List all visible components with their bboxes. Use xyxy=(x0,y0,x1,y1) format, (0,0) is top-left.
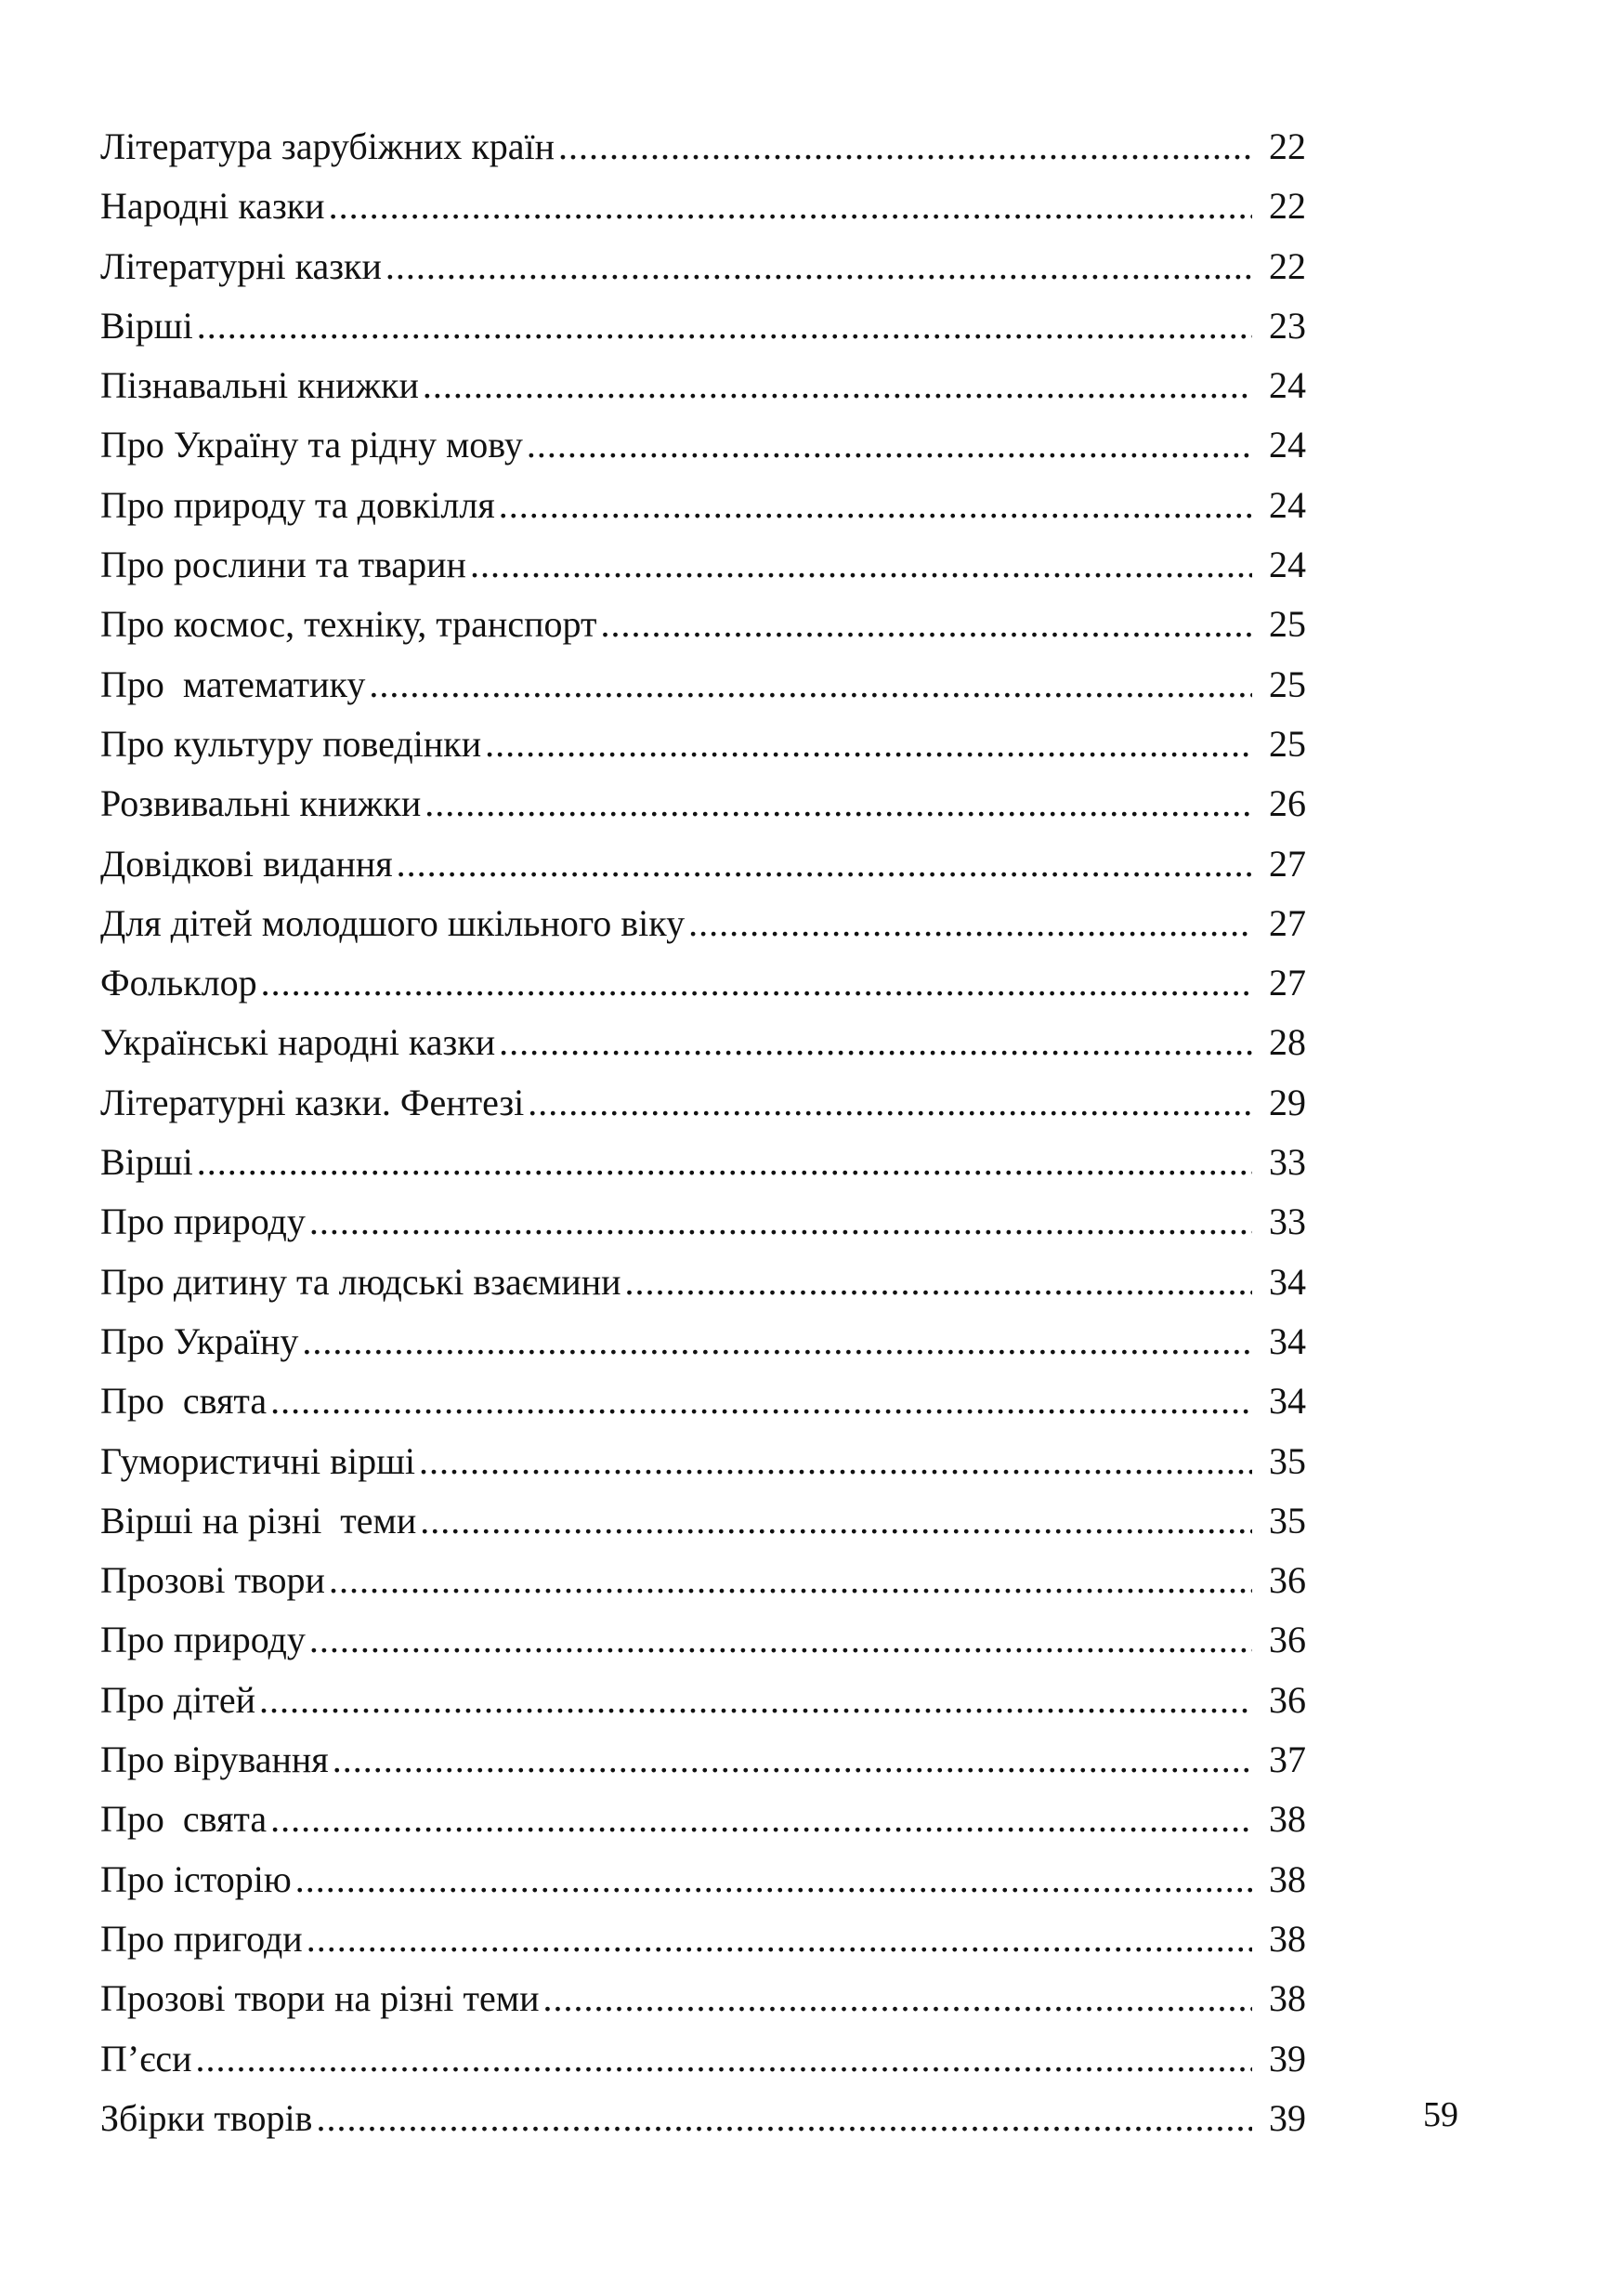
toc-entry xyxy=(100,2029,1306,2089)
toc-entry-page: 38 xyxy=(1269,1857,1306,1900)
dot-leader xyxy=(558,117,1252,177)
toc-entry-page: 24 xyxy=(1269,544,1306,586)
toc-entry-page: 25 xyxy=(1269,722,1306,765)
page-number: 59 xyxy=(1423,2095,1458,2134)
dot-leader xyxy=(423,356,1252,415)
toc-entry-title: Фольклор xyxy=(100,962,257,1004)
toc-entry-page: 36 xyxy=(1269,1619,1306,1661)
dot-leader xyxy=(688,894,1252,953)
dot-leader xyxy=(302,1312,1252,1371)
toc-entry-title: Вірші xyxy=(100,1141,193,1184)
toc-entry-title: Літературні казки. Фентезі xyxy=(100,1081,525,1123)
toc-entry-title: Про пригоди xyxy=(100,1917,303,1960)
toc-entry-title: Про математику xyxy=(100,663,366,705)
toc-entry-page: 39 xyxy=(1269,2037,1306,2080)
toc-entry-title: Літературні казки xyxy=(100,244,382,287)
toc-entry xyxy=(100,296,1306,356)
toc-entry-title: Збірки творів xyxy=(100,2096,313,2139)
dot-leader xyxy=(197,296,1252,356)
toc-entry-page: 36 xyxy=(1269,1678,1306,1721)
toc-entry-title: Вірші на різні теми xyxy=(100,1499,417,1542)
toc-entry xyxy=(100,953,1306,1013)
toc-entry-page: 29 xyxy=(1269,1081,1306,1123)
toc-entry xyxy=(100,1730,1306,1790)
toc-entry-page: 22 xyxy=(1269,185,1306,228)
dot-leader xyxy=(419,1432,1252,1491)
toc-entry-page: 39 xyxy=(1269,2096,1306,2139)
dot-leader xyxy=(528,1073,1252,1133)
toc-entry-page: 37 xyxy=(1269,1738,1306,1781)
toc-entry xyxy=(100,1013,1306,1072)
toc-entry-page: 22 xyxy=(1269,125,1306,167)
toc-entry xyxy=(100,1790,1306,1849)
toc-entry-title: Для дітей молодшого шкільного віку xyxy=(100,901,686,944)
toc-entry xyxy=(100,1073,1306,1133)
toc-entry xyxy=(100,715,1306,774)
toc-entry-title: Гумористичні вірші xyxy=(100,1439,415,1482)
dot-leader xyxy=(329,177,1252,236)
toc-entry xyxy=(100,117,1306,177)
toc-entry-page: 27 xyxy=(1269,901,1306,944)
toc-entry xyxy=(100,834,1306,894)
toc-entry xyxy=(100,1671,1306,1730)
toc-entry-title: Про культуру поведінки xyxy=(100,722,482,765)
toc-entry xyxy=(100,1312,1306,1371)
toc-entry-page: 38 xyxy=(1269,1917,1306,1960)
toc-entry-page: 24 xyxy=(1269,483,1306,526)
toc-entry-page: 23 xyxy=(1269,304,1306,347)
toc-entry-title: Про космос, техніку, транспорт xyxy=(100,603,597,646)
dot-leader xyxy=(309,1610,1252,1670)
toc-entry-title: Про Україну xyxy=(100,1319,299,1362)
toc-entry-title: Розвивальні книжки xyxy=(100,782,422,825)
dot-leader xyxy=(369,655,1252,715)
dot-leader xyxy=(420,1491,1252,1551)
toc-entry xyxy=(100,177,1306,236)
toc-entry xyxy=(100,1133,1306,1192)
dot-leader xyxy=(261,953,1252,1013)
toc-entry-page: 28 xyxy=(1269,1021,1306,1064)
toc-entry xyxy=(100,894,1306,953)
dot-leader xyxy=(196,2029,1252,2089)
dot-leader xyxy=(307,1909,1252,1969)
toc-entry xyxy=(100,595,1306,654)
dot-leader xyxy=(425,774,1252,833)
toc-entry-title: Прозові твори на різні теми xyxy=(100,1977,540,2020)
toc-entry-page: 38 xyxy=(1269,1798,1306,1841)
toc-entry-title: Про історію xyxy=(100,1857,292,1900)
toc-entry-title: Про рослини та тварин xyxy=(100,544,466,586)
toc-entry-page: 27 xyxy=(1269,962,1306,1004)
toc-entry-page: 33 xyxy=(1269,1200,1306,1243)
toc-entry-title: П’єси xyxy=(100,2037,192,2080)
toc-entry xyxy=(100,237,1306,296)
dot-leader xyxy=(527,415,1252,475)
toc-entry-title: Прозові твори xyxy=(100,1559,325,1602)
dot-leader xyxy=(270,1790,1252,1849)
toc-entry xyxy=(100,1491,1306,1551)
toc-entry xyxy=(100,535,1306,595)
dot-leader xyxy=(600,595,1252,654)
toc-entry-page: 24 xyxy=(1269,424,1306,466)
toc-entry xyxy=(100,476,1306,535)
toc-entry-page: 24 xyxy=(1269,364,1306,407)
dot-leader xyxy=(499,1013,1252,1072)
toc-entry-page: 34 xyxy=(1269,1319,1306,1362)
dot-leader xyxy=(259,1671,1252,1730)
toc-entry-page: 33 xyxy=(1269,1141,1306,1184)
dot-leader xyxy=(485,715,1252,774)
toc-entry-title: Пізнавальні книжки xyxy=(100,364,419,407)
toc-entry-page: 25 xyxy=(1269,603,1306,646)
toc-entry xyxy=(100,1192,1306,1252)
dot-leader xyxy=(397,834,1252,894)
toc-entry-page: 26 xyxy=(1269,782,1306,825)
dot-leader xyxy=(625,1253,1252,1312)
toc-entry xyxy=(100,356,1306,415)
dot-leader xyxy=(316,2089,1252,2148)
toc-entry-page: 25 xyxy=(1269,663,1306,705)
toc-entry xyxy=(100,1909,1306,1969)
dot-leader xyxy=(470,535,1252,595)
toc-entry xyxy=(100,655,1306,715)
toc-entry-title: Про природу xyxy=(100,1619,306,1661)
toc-entry-title: Про свята xyxy=(100,1380,268,1423)
toc-entry-title: Про Україну та рідну мову xyxy=(100,424,523,466)
toc-entry-title: Народні казки xyxy=(100,185,325,228)
toc-entry-title: Про природу та довкілля xyxy=(100,483,495,526)
toc-entry-title: Про вірування xyxy=(100,1738,329,1781)
dot-leader xyxy=(499,476,1252,535)
dot-leader xyxy=(197,1133,1252,1192)
toc-entry xyxy=(100,1551,1306,1610)
dot-leader xyxy=(385,237,1252,296)
toc-entry xyxy=(100,1253,1306,1312)
toc-entry-title: Література зарубіжних країн xyxy=(100,125,555,167)
toc-entry-page: 35 xyxy=(1269,1439,1306,1482)
toc-entry-page: 36 xyxy=(1269,1559,1306,1602)
toc-entry-page: 22 xyxy=(1269,244,1306,287)
dot-leader xyxy=(333,1730,1252,1790)
toc-entry-page: 35 xyxy=(1269,1499,1306,1542)
toc-entry xyxy=(100,1969,1306,2028)
toc-entry xyxy=(100,1371,1306,1431)
toc-entry xyxy=(100,1432,1306,1491)
dot-leader xyxy=(295,1850,1252,1909)
toc-entry-title: Про дітей xyxy=(100,1678,255,1721)
toc-entry-page: 34 xyxy=(1269,1380,1306,1423)
dot-leader xyxy=(309,1192,1252,1252)
toc-entry-title: Українські народні казки xyxy=(100,1021,496,1064)
toc-entry xyxy=(100,2089,1306,2148)
toc-entry xyxy=(100,415,1306,475)
toc-entry-title: Про природу xyxy=(100,1200,306,1243)
toc-entry-title: Вірші xyxy=(100,304,193,347)
toc-entry-page: 27 xyxy=(1269,842,1306,885)
toc-entry xyxy=(100,1610,1306,1670)
toc-entry xyxy=(100,1850,1306,1909)
toc-entry-title: Довідкові видання xyxy=(100,842,393,885)
table-of-contents xyxy=(100,117,1306,2148)
toc-entry-title: Про дитину та людські взаємини xyxy=(100,1260,621,1303)
dot-leader xyxy=(329,1551,1252,1610)
toc-entry-page: 38 xyxy=(1269,1977,1306,2020)
toc-entry-page: 34 xyxy=(1269,1260,1306,1303)
dot-leader xyxy=(543,1969,1253,2028)
toc-entry-title: Про свята xyxy=(100,1798,268,1841)
dot-leader xyxy=(270,1371,1252,1431)
toc-entry xyxy=(100,774,1306,833)
